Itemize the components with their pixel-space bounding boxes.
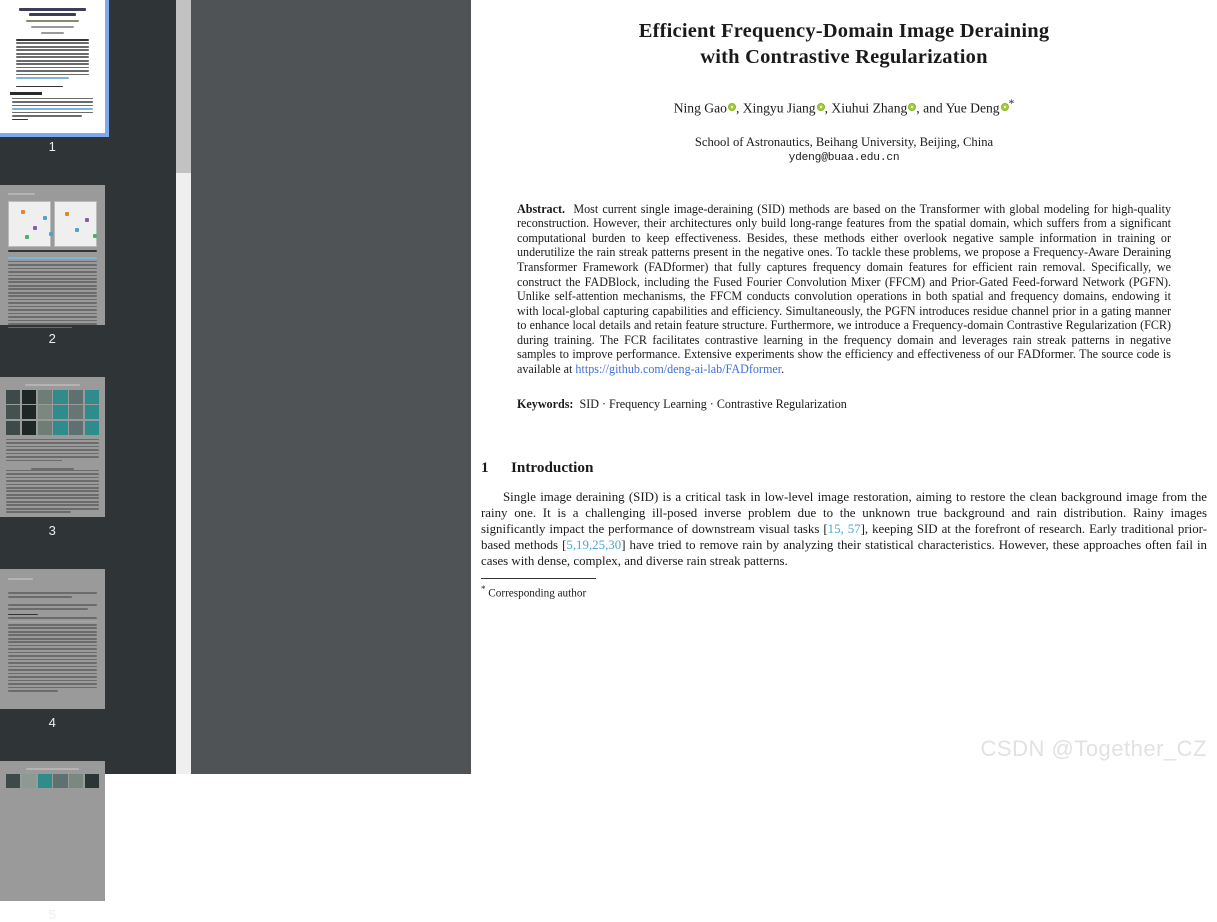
thumbnail-scrollbar-thumb[interactable]: [176, 0, 191, 173]
thumbnail-page-3-preview: [0, 377, 105, 517]
footnote-divider: [481, 578, 596, 579]
author-sep-2: ,: [824, 100, 832, 116]
section-title: Introduction: [511, 458, 594, 476]
thumbnail-page-5[interactable]: [0, 761, 105, 922]
author-sep-3: , and: [916, 100, 946, 116]
keywords-label: Keywords:: [517, 396, 574, 411]
source-code-link[interactable]: https://github.com/deng-ai-lab/FADformer: [575, 362, 782, 377]
section-heading-introduction: [481, 459, 1207, 477]
intro-text-b: ], keeping SID at the forefront of research. Early traditional prior-based methods [: [481, 521, 1207, 552]
author-sep-1: ,: [735, 100, 743, 116]
orcid-icon[interactable]: [908, 103, 916, 111]
thumbnail-page-1[interactable]: [0, 0, 105, 154]
thumbnail-page-5-preview: [0, 761, 105, 901]
thumbnail-label-5: 5: [48, 907, 57, 922]
section-number: 1: [481, 458, 489, 476]
author-name-3: Xiuhui Zhang: [831, 100, 908, 116]
footnote-marker: *: [481, 584, 486, 595]
thumbnail-sidebar[interactable]: [0, 0, 176, 922]
thumbnail-scrollbar-track[interactable]: [176, 0, 191, 774]
author-name-1: Ning Gao: [673, 100, 727, 116]
thumbnail-label-1: 1: [48, 139, 57, 154]
abstract-block: [517, 202, 1171, 377]
thumbnail-page-3[interactable]: [0, 377, 105, 538]
intro-text-a: Single image deraining (SID) is a critical task in low-level image restoration, aiming to restore the clean background image from the rainy one. It is a challenging ill-posed inverse problem due to the unknown true background and rain distribution. Rainy images significantly impact the performance of downstream visual tasks [: [481, 489, 1207, 536]
thumbnail-page-4-preview: [0, 569, 105, 709]
thumbnail-label-2: 2: [48, 331, 57, 346]
corresponding-author-marker: *: [1008, 98, 1015, 110]
paper-title-line-1: Efficient Frequency-Domain Image Deraining: [638, 20, 1050, 42]
pdf-page-1: [471, 0, 1217, 774]
thumbnail-page-1-preview: [0, 0, 105, 133]
orcid-icon[interactable]: [728, 103, 736, 111]
introduction-paragraph-1: [481, 489, 1207, 569]
paper-title-line-2: with Contrastive Regularization: [700, 46, 988, 68]
citation-ref-2[interactable]: 5,19,25,30: [566, 537, 622, 552]
intro-text-c: ] have tried to remove rain by analyzing their statistical characteristics. However, these approaches often fail in cases with dense, complex, and diverse rain streak patterns.: [481, 537, 1207, 569]
thumbnail-page-2[interactable]: [0, 185, 105, 346]
document-viewer[interactable]: [191, 0, 1217, 774]
abstract-text-end: .: [781, 362, 785, 377]
orcid-icon[interactable]: [1001, 103, 1009, 111]
author-list: [471, 95, 1217, 118]
contact-email: ydeng@buaa.edu.cn: [788, 151, 900, 164]
page-title: [471, 0, 1217, 70]
footnote: [481, 582, 1207, 601]
thumbnail-page-4[interactable]: [0, 569, 105, 730]
thumbnail-label-4: 4: [48, 715, 57, 730]
citation-ref-1[interactable]: 15, 57: [827, 521, 861, 536]
orcid-icon[interactable]: [817, 103, 825, 111]
affiliation: School of Astronautics, Beihang University, Beijing, China: [694, 134, 994, 149]
thumbnail-label-3: 3: [48, 523, 57, 538]
keywords-block: [517, 397, 1171, 412]
abstract-label: Abstract.: [517, 201, 566, 216]
abstract-text: Most current single image-deraining (SID) methods are based on the Transformer with global modeling for high-quality reconstruction. However, their architectures only build long-range features from the spatial domain, which suffers from a significant computational burden to keep effectiveness. Besides, these methods either overlook negative sample information in training or underutilize the rain streak patterns present in the negative ones. To tackle these problems, we propose a Frequency-Aware Deraining Transformer Framework (FADformer) that fully captures frequency domain features for efficient rain removal. Specifically, we construct the FADBlock, including the Fused Fourier Convolution Mixer (FFCM) and Prior-Gated Feed-forward Network (PGFN). Unlike self-attention mechanisms, the FFCM conducts convolution operations in both spatial and frequency domains, endowing it with local-global capturing capabilities and efficiency. Simultaneously, the PGFN introduces residue channel prior in a gating manner to enhance local details and retain feature structure. Furthermore, we introduce a Frequency-domain Contrastive Regularization (FCR) during training. The FCR facilitates contrastive learning in the frequency domain and leverages rain streak patterns in negative samples to improve performance. Extensive experiments show the efficiency and effectiveness of our FADformer. The source code is available at: [517, 201, 1171, 377]
watermark: CSDN @Together_CZ: [980, 736, 1207, 761]
footnote-text: Corresponding author: [488, 587, 587, 600]
author-name-4: Yue Deng: [945, 100, 1000, 116]
thumbnail-page-2-preview: [0, 185, 105, 325]
keywords-text: SID · Frequency Learning · Contrastive Regularization: [579, 396, 847, 411]
author-name-2: Xingyu Jiang: [742, 100, 816, 116]
